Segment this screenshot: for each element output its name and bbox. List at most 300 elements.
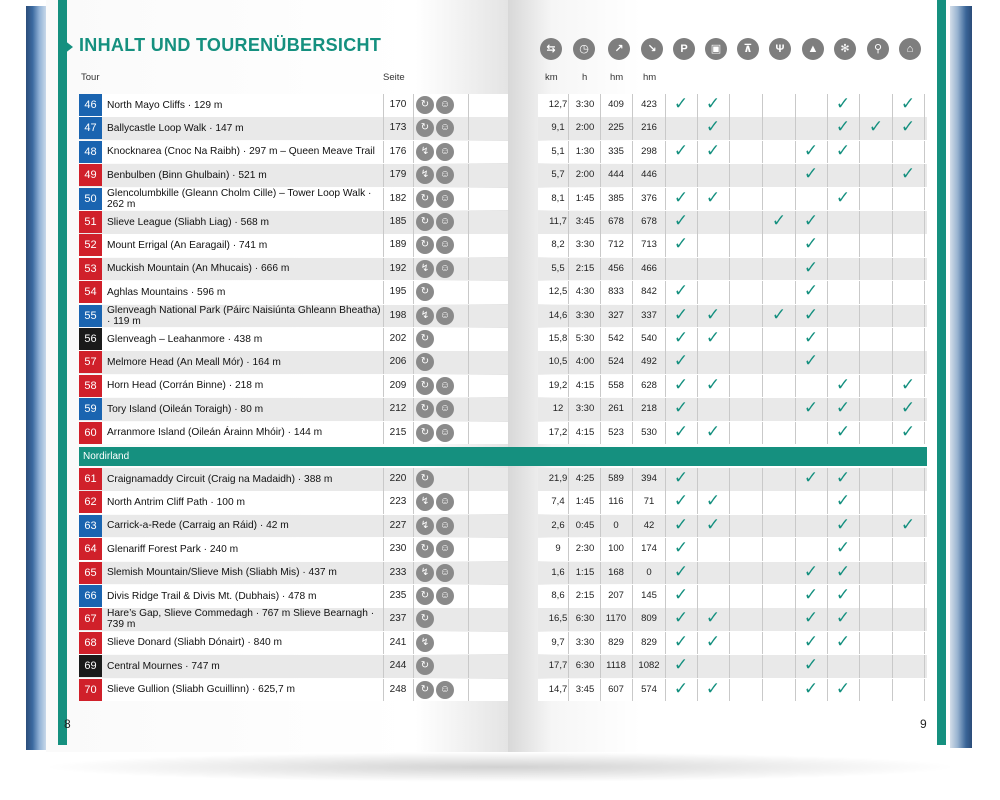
divider xyxy=(827,281,828,304)
tour-number: 52 xyxy=(79,234,102,256)
check-icon: ✓ xyxy=(835,398,851,418)
region-label: Nordirland xyxy=(83,451,130,462)
divider xyxy=(568,468,569,491)
divider xyxy=(892,141,893,164)
tour-descent: 829 xyxy=(641,636,657,648)
check-icon: ✓ xyxy=(705,421,721,441)
tour-km: 5,7 xyxy=(551,169,565,181)
divider xyxy=(632,632,633,655)
tour-name: Divis Ridge Trail & Divis Mt. (Dubhais) · 478 m xyxy=(107,590,317,602)
divider xyxy=(632,608,633,631)
check-icon: ✓ xyxy=(835,538,851,558)
tour-descent: 298 xyxy=(641,145,657,157)
page-number-right: 9 xyxy=(920,717,927,731)
tour-hours: 3:30 xyxy=(575,99,595,110)
divider xyxy=(632,375,633,398)
divider xyxy=(859,94,860,117)
divider xyxy=(697,655,698,678)
tour-page: 192 xyxy=(389,262,407,274)
divider xyxy=(762,164,763,187)
divider xyxy=(924,655,925,678)
tour-number: 51 xyxy=(79,211,102,233)
tour-hours: 2:30 xyxy=(575,543,595,555)
tour-hours: 2:00 xyxy=(575,122,595,134)
tour-name: North Mayo Cliffs · 129 m xyxy=(107,99,223,111)
divider xyxy=(729,188,730,211)
table-row xyxy=(79,422,927,445)
check-icon: ✓ xyxy=(835,187,851,207)
divider xyxy=(892,655,893,678)
tour-page: 173 xyxy=(389,122,407,134)
divider xyxy=(468,375,469,398)
tour-name: Muckish Mountain (An Mhucais) · 666 m xyxy=(107,263,290,275)
divider xyxy=(762,655,763,678)
divider xyxy=(632,258,633,281)
divider xyxy=(468,562,469,585)
divider xyxy=(665,258,666,281)
tour-hours: 3:30 xyxy=(575,309,595,321)
divider xyxy=(413,188,414,211)
divider xyxy=(892,351,893,374)
divider xyxy=(468,258,469,281)
tour-page: 198 xyxy=(389,309,407,321)
table-row xyxy=(79,468,927,491)
tour-number: 66 xyxy=(79,585,102,607)
check-icon: ✓ xyxy=(835,514,851,534)
one-way-route-icon: ↯ xyxy=(416,634,434,652)
table-row xyxy=(79,164,927,187)
loop-route-icon: ↻ xyxy=(416,330,434,348)
table-row xyxy=(79,491,927,514)
divider xyxy=(632,234,633,257)
divider xyxy=(468,585,469,608)
divider xyxy=(924,328,925,351)
loop-route-icon: ↻ xyxy=(416,190,434,208)
table-row xyxy=(79,117,927,140)
divider xyxy=(892,468,893,491)
divider xyxy=(600,188,601,211)
tour-km: 12,7 xyxy=(548,99,568,110)
tour-descent: 678 xyxy=(641,216,657,227)
tour-number: 69 xyxy=(79,655,102,677)
tour-ascent: 558 xyxy=(608,379,624,391)
tour-ascent: 833 xyxy=(608,286,624,298)
divider xyxy=(632,281,633,304)
divider xyxy=(413,211,414,234)
tour-number: 62 xyxy=(79,491,102,513)
tour-ascent: 327 xyxy=(608,309,624,321)
loop-route-icon: ↻ xyxy=(416,400,434,418)
divider xyxy=(762,468,763,491)
cable-car-icon: ⊼ xyxy=(737,38,759,60)
divider xyxy=(762,422,763,445)
divider xyxy=(568,351,569,374)
tour-page: 189 xyxy=(389,239,407,251)
check-icon: ✓ xyxy=(705,374,721,394)
one-way-route-icon: ↯ xyxy=(416,564,434,582)
divider xyxy=(729,258,730,281)
divider xyxy=(413,351,414,374)
divider xyxy=(859,468,860,491)
tour-number: 54 xyxy=(79,281,102,303)
divider xyxy=(729,94,730,117)
check-icon: ✓ xyxy=(705,94,721,113)
divider xyxy=(729,398,730,421)
check-icon: ✓ xyxy=(803,328,819,347)
tour-name: Mount Errigal (An Earagail) · 741 m xyxy=(107,239,268,251)
tour-hours: 3:30 xyxy=(575,636,595,648)
divider xyxy=(729,141,730,164)
divider xyxy=(468,117,469,140)
tour-hours: 5:30 xyxy=(575,333,595,344)
tour-ascent: 678 xyxy=(608,216,624,227)
tour-ascent: 385 xyxy=(608,192,624,204)
tour-name: Tory Island (Oileán Toraigh) · 80 m xyxy=(107,403,264,415)
divider xyxy=(413,515,414,538)
header-hm-down: hm xyxy=(643,72,657,83)
tour-km: 7,4 xyxy=(551,496,565,508)
tour-name: Glenveagh – Leahanmore · 438 m xyxy=(107,333,263,345)
divider xyxy=(632,328,633,351)
divider xyxy=(924,164,925,187)
divider xyxy=(600,258,601,281)
loop-route-icon: ↻ xyxy=(416,470,434,488)
tour-km: 14,6 xyxy=(548,309,568,321)
book-shadow xyxy=(40,752,960,782)
table-row xyxy=(79,585,927,608)
tour-km: 15,8 xyxy=(548,333,568,344)
divider xyxy=(413,94,414,117)
check-icon: ✓ xyxy=(803,234,819,254)
check-icon: ✓ xyxy=(705,608,721,628)
divider xyxy=(827,328,828,351)
tour-ascent: 444 xyxy=(608,169,624,181)
divider xyxy=(762,632,763,655)
divider xyxy=(859,679,860,702)
check-icon: ✓ xyxy=(803,257,819,277)
divider xyxy=(892,632,893,655)
book-edge-left xyxy=(26,6,48,750)
check-icon: ✓ xyxy=(673,538,689,558)
tour-page: 230 xyxy=(389,543,407,555)
divider xyxy=(697,562,698,585)
check-icon: ✓ xyxy=(803,281,819,301)
tour-number: 65 xyxy=(79,562,102,584)
divider xyxy=(568,679,569,702)
divider xyxy=(413,468,414,491)
tour-page: 220 xyxy=(389,473,407,484)
divider xyxy=(859,351,860,374)
divider xyxy=(859,608,860,631)
tour-hours: 3:45 xyxy=(575,683,595,695)
check-icon: ✓ xyxy=(673,328,689,347)
family-friendly-icon: ☺ xyxy=(436,424,454,442)
check-icon: ✓ xyxy=(803,608,819,628)
tour-km: 12 xyxy=(552,403,564,415)
divider xyxy=(413,375,414,398)
check-icon: ✓ xyxy=(705,187,721,207)
bed-icon: ⌂ xyxy=(899,38,921,60)
divider xyxy=(859,491,860,514)
snowflake-icon: ✻ xyxy=(834,38,856,60)
check-icon: ✓ xyxy=(868,117,884,137)
check-icon: ✓ xyxy=(835,631,851,651)
divider xyxy=(892,211,893,234)
divider xyxy=(632,562,633,585)
divider xyxy=(924,491,925,514)
check-icon: ✓ xyxy=(705,117,721,137)
family-friendly-icon: ☺ xyxy=(436,493,454,511)
tour-name: North Antrim Cliff Path · 100 m xyxy=(107,496,245,508)
tour-number: 67 xyxy=(79,608,102,630)
divider xyxy=(729,585,730,608)
divider xyxy=(413,632,414,655)
tour-number: 59 xyxy=(79,398,102,420)
divider xyxy=(859,164,860,187)
divider xyxy=(859,375,860,398)
tour-descent: 628 xyxy=(641,379,657,391)
check-icon: ✓ xyxy=(900,398,916,418)
tour-page: 179 xyxy=(389,169,407,181)
divider xyxy=(795,188,796,211)
tour-hours: 4:15 xyxy=(575,426,595,438)
divider xyxy=(859,515,860,538)
tour-km: 12,5 xyxy=(548,286,568,298)
tour-ascent: 261 xyxy=(608,403,624,415)
tour-name: Carrick-a-Rede (Carraig an Ráid) · 42 m xyxy=(107,520,289,532)
divider xyxy=(762,94,763,117)
divider xyxy=(762,538,763,561)
tour-km: 5,1 xyxy=(551,145,565,157)
loop-route-icon: ↻ xyxy=(416,283,434,301)
check-icon: ✓ xyxy=(835,585,851,604)
divider xyxy=(568,328,569,351)
divider xyxy=(468,491,469,514)
check-icon: ✓ xyxy=(803,304,819,324)
divider xyxy=(892,585,893,608)
divider xyxy=(697,164,698,187)
table-row xyxy=(79,94,927,117)
check-icon: ✓ xyxy=(705,304,721,324)
tour-descent: 218 xyxy=(641,403,657,415)
check-icon: ✓ xyxy=(673,351,689,371)
tour-hours: 0:45 xyxy=(575,519,595,531)
divider xyxy=(600,281,601,304)
tour-descent: 423 xyxy=(641,99,657,110)
tour-descent: 145 xyxy=(641,590,657,601)
one-way-route-icon: ↯ xyxy=(416,493,434,511)
tour-page: 248 xyxy=(389,683,407,695)
tour-name: Arranmore Island (Oileán Árainn Mhóir) · 144 m xyxy=(107,427,323,439)
divider xyxy=(859,398,860,421)
divider xyxy=(413,164,414,187)
divider xyxy=(413,328,414,351)
divider xyxy=(600,585,601,608)
divider xyxy=(729,655,730,678)
check-icon: ✓ xyxy=(705,678,721,698)
tour-km: 8,6 xyxy=(551,590,565,601)
divider xyxy=(729,468,730,491)
tour-km: 17,2 xyxy=(548,426,568,438)
check-icon: ✓ xyxy=(803,655,819,675)
divider xyxy=(468,141,469,164)
check-icon: ✓ xyxy=(803,140,819,160)
tour-number: 68 xyxy=(79,632,102,654)
tour-km: 11,7 xyxy=(549,216,567,227)
check-icon: ✓ xyxy=(803,678,819,698)
family-friendly-icon: ☺ xyxy=(436,377,454,395)
tour-page: 212 xyxy=(389,403,407,415)
divider xyxy=(729,608,730,631)
tour-hours: 4:30 xyxy=(575,286,595,298)
divider xyxy=(729,328,730,351)
family-friendly-icon: ☺ xyxy=(436,400,454,418)
divider xyxy=(468,328,469,351)
tour-descent: 574 xyxy=(641,683,657,695)
tour-number: 49 xyxy=(79,164,102,186)
summit-icon: ▲ xyxy=(802,38,824,60)
check-icon: ✓ xyxy=(835,374,851,394)
divider xyxy=(827,351,828,374)
tour-hours: 3:30 xyxy=(575,403,595,415)
divider xyxy=(568,281,569,304)
divider xyxy=(729,211,730,234)
family-friendly-icon: ☺ xyxy=(436,260,454,278)
tour-ascent: 1170 xyxy=(605,613,627,625)
tour-name: Slieve Gullion (Sliabh Gcuillinn) · 625,7 m xyxy=(107,684,295,696)
divider xyxy=(413,655,414,678)
check-icon: ✓ xyxy=(673,421,689,441)
divider xyxy=(568,515,569,538)
header-hm-up: hm xyxy=(610,72,624,83)
divider xyxy=(568,211,569,234)
tour-name: Central Mournes · 747 m xyxy=(107,660,220,672)
loop-route-icon: ↻ xyxy=(416,119,434,137)
tour-name: Glenveagh National Park (Páirc Naisiúnta Ghleann Bheatha) · 119 m xyxy=(107,304,381,327)
divider xyxy=(568,585,569,608)
tour-ascent: 409 xyxy=(608,99,624,110)
check-icon: ✓ xyxy=(771,211,787,230)
check-icon: ✓ xyxy=(673,678,689,698)
divider xyxy=(468,164,469,187)
divider xyxy=(892,305,893,328)
divider xyxy=(468,234,469,257)
divider xyxy=(924,538,925,561)
tour-descent: 1082 xyxy=(638,660,660,672)
tour-ascent: 335 xyxy=(608,145,624,157)
tour-page: 237 xyxy=(389,613,407,625)
header-tour: Tour xyxy=(81,72,100,83)
divider xyxy=(859,422,860,445)
divider xyxy=(924,608,925,631)
divider xyxy=(762,328,763,351)
divider xyxy=(600,538,601,561)
divider xyxy=(859,538,860,561)
tour-km: 2,6 xyxy=(551,519,565,531)
divider xyxy=(600,211,601,234)
divider xyxy=(827,164,828,187)
tour-name: Craignamaddy Circuit (Craig na Madaidh) · 388 m xyxy=(107,473,333,485)
tour-ascent: 1118 xyxy=(606,660,626,672)
divider xyxy=(762,141,763,164)
divider xyxy=(827,211,828,234)
check-icon: ✓ xyxy=(673,187,689,207)
tour-name: Ballycastle Loop Walk · 147 m xyxy=(107,122,244,134)
check-icon: ✓ xyxy=(835,561,851,581)
check-icon: ✓ xyxy=(673,514,689,534)
divider xyxy=(924,398,925,421)
divider xyxy=(600,94,601,117)
tour-km: 19,2 xyxy=(548,379,568,391)
divider xyxy=(795,117,796,140)
check-icon: ✓ xyxy=(673,608,689,628)
tour-number: 53 xyxy=(79,258,102,280)
loop-route-icon: ↻ xyxy=(416,681,434,699)
divider xyxy=(413,234,414,257)
divider xyxy=(632,679,633,702)
divider xyxy=(468,211,469,234)
family-friendly-icon: ☺ xyxy=(436,564,454,582)
divider xyxy=(924,422,925,445)
divider xyxy=(859,585,860,608)
header-seite: Seite xyxy=(383,72,405,83)
loop-route-icon: ↻ xyxy=(416,353,434,371)
divider xyxy=(729,351,730,374)
tour-ascent: 607 xyxy=(608,683,624,695)
divider xyxy=(924,117,925,140)
check-icon: ✓ xyxy=(673,140,689,160)
divider xyxy=(468,679,469,702)
tour-descent: 466 xyxy=(641,262,657,274)
tour-descent: 376 xyxy=(641,192,657,204)
check-icon: ✓ xyxy=(835,140,851,160)
bus-icon: ▣ xyxy=(705,38,727,60)
divider xyxy=(665,117,666,140)
header-h: h xyxy=(582,72,588,83)
tour-descent: 446 xyxy=(641,169,657,181)
divider xyxy=(795,515,796,538)
tour-hours: 2:15 xyxy=(575,590,595,601)
tour-hours: 3:30 xyxy=(575,239,595,251)
tour-descent: 337 xyxy=(641,309,657,321)
divider xyxy=(665,164,666,187)
tour-ascent: 456 xyxy=(608,262,624,274)
divider xyxy=(924,468,925,491)
tour-name: Benbulben (Binn Ghulbain) · 521 m xyxy=(107,169,267,181)
divider xyxy=(568,491,569,514)
bicycle-icon: ⚲ xyxy=(867,38,889,60)
tour-ascent: 100 xyxy=(608,543,624,555)
check-icon: ✓ xyxy=(835,421,851,441)
divider xyxy=(468,538,469,561)
divider xyxy=(795,422,796,445)
tour-km: 16,5 xyxy=(548,613,568,625)
divider xyxy=(924,562,925,585)
divider xyxy=(468,515,469,538)
divider xyxy=(568,562,569,585)
tour-descent: 713 xyxy=(641,239,657,251)
check-icon: ✓ xyxy=(803,585,819,604)
check-icon: ✓ xyxy=(803,468,819,487)
divider xyxy=(924,515,925,538)
table-row xyxy=(79,608,927,631)
divider xyxy=(859,305,860,328)
tour-descent: 540 xyxy=(641,333,657,344)
table-row xyxy=(79,351,927,374)
divider xyxy=(795,375,796,398)
tour-page: 223 xyxy=(389,496,407,508)
divider xyxy=(827,655,828,678)
